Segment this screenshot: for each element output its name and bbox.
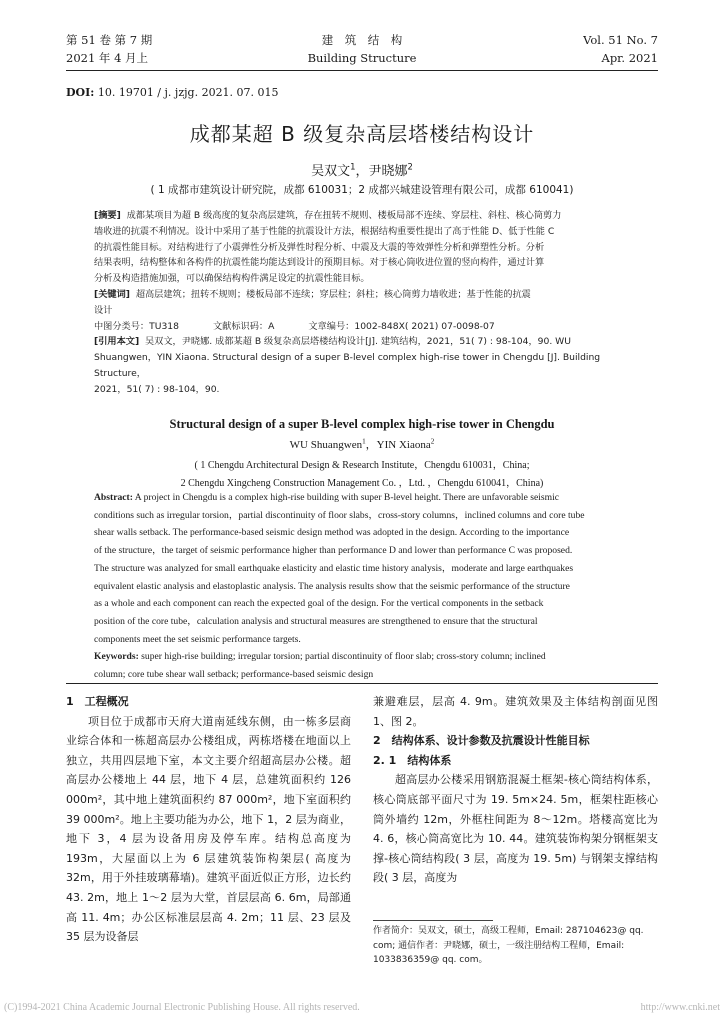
doi-label: DOI: xyxy=(66,86,95,99)
keywords-cn-line: 超高层建筑；扭转不规则；楼板局部不连续；穿层柱；斜柱；核心筒剪力墙收进；基于性能的抗震 xyxy=(135,288,531,300)
doc-code: 文献标识码：A xyxy=(213,320,275,332)
right-column xyxy=(373,692,658,888)
article-number: 文章编号：1002-848X( 2021) 07-0098-07 xyxy=(308,320,495,332)
abstract-rule xyxy=(66,683,658,684)
section-2-heading: 2 结构体系、设计参数及抗震设计性能目标 xyxy=(373,734,590,748)
keywords-en-line: column; core tube shear wall setback; performance-based seismic design xyxy=(94,669,374,681)
section-1-heading: 1 工程概况 xyxy=(66,695,129,708)
authors-cn xyxy=(0,160,724,179)
author-2: 尹晓娜 xyxy=(368,164,408,179)
keywords-en-line: super high-rise building; irregular torsion; partial discontinuity of floor slab; cross-story column; inclined xyxy=(141,651,546,663)
copyright-footer xyxy=(4,1002,720,1013)
clc-number: 中图分类号：TU318 xyxy=(94,320,179,332)
abstract-en-line: position of the core tube，calculation analysis and structural measures are strengthened to ensure that the structural xyxy=(94,615,538,627)
abstract-en-line: conditions such as irregular torsion，partial discontinuity of floor slabs，cross-story columns，inclined columns and core tube xyxy=(94,509,585,521)
copyright-text: (C)1994-2021 China Academic Journal Electronic Publishing House. All rights reserved. xyxy=(4,1002,360,1013)
header-volume: 第 51 卷 第 7 期 xyxy=(66,33,153,47)
abstract-en-line: equivalent elastic analysis and elastoplastic analysis. The analysis results show that the seismic performance of the structure xyxy=(94,580,570,592)
cite-line: Shuangwen，YIN Xiaona. Structural design of a super B-level complex high-rise tower in Chengdu [J]. Building Structure， xyxy=(94,352,601,379)
footnote-rule xyxy=(373,920,493,921)
abstract-cn-line: 墙收进的抗震不利情况。设计中采用了基于性能的抗震设计方法，根据结构重要性提出了高于性能 D、低于性能 C xyxy=(94,225,555,237)
abstract-en-line: A project in Chengdu is a complex high-rise building with super B-level height. There are unfavorable seismic xyxy=(134,492,560,503)
keywords-cn-label: [关键词] xyxy=(94,288,130,300)
cite-line: 2021，51( 7) : 98-104，90. xyxy=(94,383,220,395)
author-2-sup: 2 xyxy=(407,161,413,172)
abstract-en-line: components meet the set seismic performance targets. xyxy=(94,633,301,645)
abstract-cn-label: [摘要] xyxy=(94,210,121,221)
abstract-en-line: as a whole and each component can reach the expected goal of the design. For the vertical components in the setback xyxy=(94,598,544,610)
abstract-cn-line: 的抗震性能目标。对结构进行了小震弹性分析及弹性时程分析、中震及大震的等效弹性分析和弹塑性分析。分析 xyxy=(94,241,545,253)
paper-title: 成都某超 B 级复杂高层塔楼结构设计 xyxy=(189,122,535,146)
doi-value: 10. 19701 / j. jzjg. 2021. 07. 015 xyxy=(97,86,279,99)
keywords-cn-line: 设计 xyxy=(94,304,113,316)
author-1-sup: 1 xyxy=(350,161,356,172)
header-date: 2021 年 4 月上 xyxy=(66,51,149,65)
header-date-en: Apr. 2021 xyxy=(601,51,658,65)
affiliation-en-2: 2 Chengdu Xingcheng Construction Management Co. ，Ltd. ，Chengdu 610041，China) xyxy=(180,478,544,489)
header-journal-en: Building Structure xyxy=(307,51,417,65)
header-rule xyxy=(66,70,658,71)
section-2-1-paragraph: 超高层办公楼采用钢筋混凝土框架-核心筒结构体系，核心筒底部平面尺寸为 19. 5m×24. 5m，框架柱距核心筒外墙约 12m，外框柱间距为 8～12m。塔楼高宽比为 4. 6，核心筒高宽比为 10. 44。建筑装饰构架分钢框架支撑-核心筒结构段( 3 层，高度为 19. 5m) 与钢架支撑结构段( 3 层，高度为 xyxy=(373,773,658,885)
abstract-cn-line: 成都某项目为超 B 级高度的复杂高层建筑，存在扭转不规则、楼板局部不连续、穿层柱、斜柱、核心筒剪力 xyxy=(126,210,562,221)
affiliation-en-1: ( 1 Chengdu Architectural Design & Research Institute，Chengdu 610031，China; xyxy=(194,460,530,471)
affiliation-cn: ( 1 成都市建筑设计研究院，成都 610031；2 成都兴城建设管理有限公司，成都 610041) xyxy=(150,184,574,196)
english-title: Structural design of a super B-level complex high-rise tower in Chengdu xyxy=(169,417,555,431)
right-paragraph-1: 兼避难层，层高 4. 9m。建筑效果及主体结构剖面见图 1、图 2。 xyxy=(373,695,658,728)
abstract-en-line: The structure was analyzed for small earthquake elasticity and elastic time history analysis，moderate and large earthquakes xyxy=(94,562,574,574)
cite-line: 吴双文，尹晓娜. 成都某超 B 级复杂高层塔楼结构设计[J]. 建筑结构，2021，51( 7) : 98-104，90. WU xyxy=(145,336,571,348)
authors-en xyxy=(0,436,724,452)
abstract-en-line: of the structure，the target of seismic performance higher than performance D and lower than performance C was proposed. xyxy=(94,545,573,557)
left-column xyxy=(66,692,351,947)
abstract-cn-line: 结果表明，结构整体和各构件的抗震性能均能达到设计的预期目标。对于核心筒收进位置的竖向构件，通过计算 xyxy=(94,257,545,269)
author-en-1-sup: 1 xyxy=(362,437,366,446)
keywords-en-label: Keywords: xyxy=(94,651,139,663)
abstract-en xyxy=(94,489,630,684)
abstract-en-line: shear walls setback. The performance-based seismic design method was adopted in the design. According to the importance xyxy=(94,527,570,539)
abstract-cn-line: 分析及构造措施加强，可以确保结构构件满足设定的抗震性能目标。 xyxy=(94,273,370,285)
section-2-1-heading: 2. 1 结构体系 xyxy=(373,753,452,767)
header-vol-en: Vol. 51 No. 7 xyxy=(583,33,658,47)
cnki-link[interactable]: http://www.cnki.net xyxy=(640,1002,720,1013)
doi-line xyxy=(66,86,279,99)
abstract-en-label: Abstract: xyxy=(94,492,133,503)
author-footnote: 作者简介：吴双文，硕士，高级工程师，Email: 287104623@ qq. com; 通信作者：尹晓娜，硕士，一级注册结构工程师，Email: 1033836359@ qq. com。 xyxy=(373,926,644,965)
author-en-2-sup: 2 xyxy=(430,437,435,446)
author-sep: ， xyxy=(355,164,369,179)
author-en-1: WU Shuangwen xyxy=(289,439,363,451)
author-en-2: ，YIN Xiaona xyxy=(365,439,431,451)
author-1: 吴双文 xyxy=(311,164,351,179)
header-journal-cn: 建 筑 结 构 xyxy=(321,33,403,47)
section-1-paragraph: 项目位于成都市天府大道南延线东侧，由一栋多层商业综合体和一栋超高层办公楼组成，两栋塔楼在地面以上独立，共用四层地下室，本文主要介绍超高层办公楼。超高层办公楼地上 44 层，地下 4 层，总建筑面积约 126 000m²，其中地上建筑面积约 87 000m²，地下室面积约 39 000m²。地上主要功能为办公，地下 1，2 层为商业，地下 3，4 层为设备用房及停车库。结构总高度为 193m，大屋面以上为 6 层建筑装饰构架层( 高度为 32m，用于外挂玻璃幕墙)。建筑平面近似正方形，边长约 43. 2m，地上 1～2 层为大堂，首层层高 6. 6m，局部通高 11. 4m；办公区标准层层高 4. 2m；11 层、23 层及 35 层为设备层 xyxy=(66,714,351,944)
cite-label: [引用本文] xyxy=(94,336,140,348)
abstract-cn xyxy=(94,208,630,398)
